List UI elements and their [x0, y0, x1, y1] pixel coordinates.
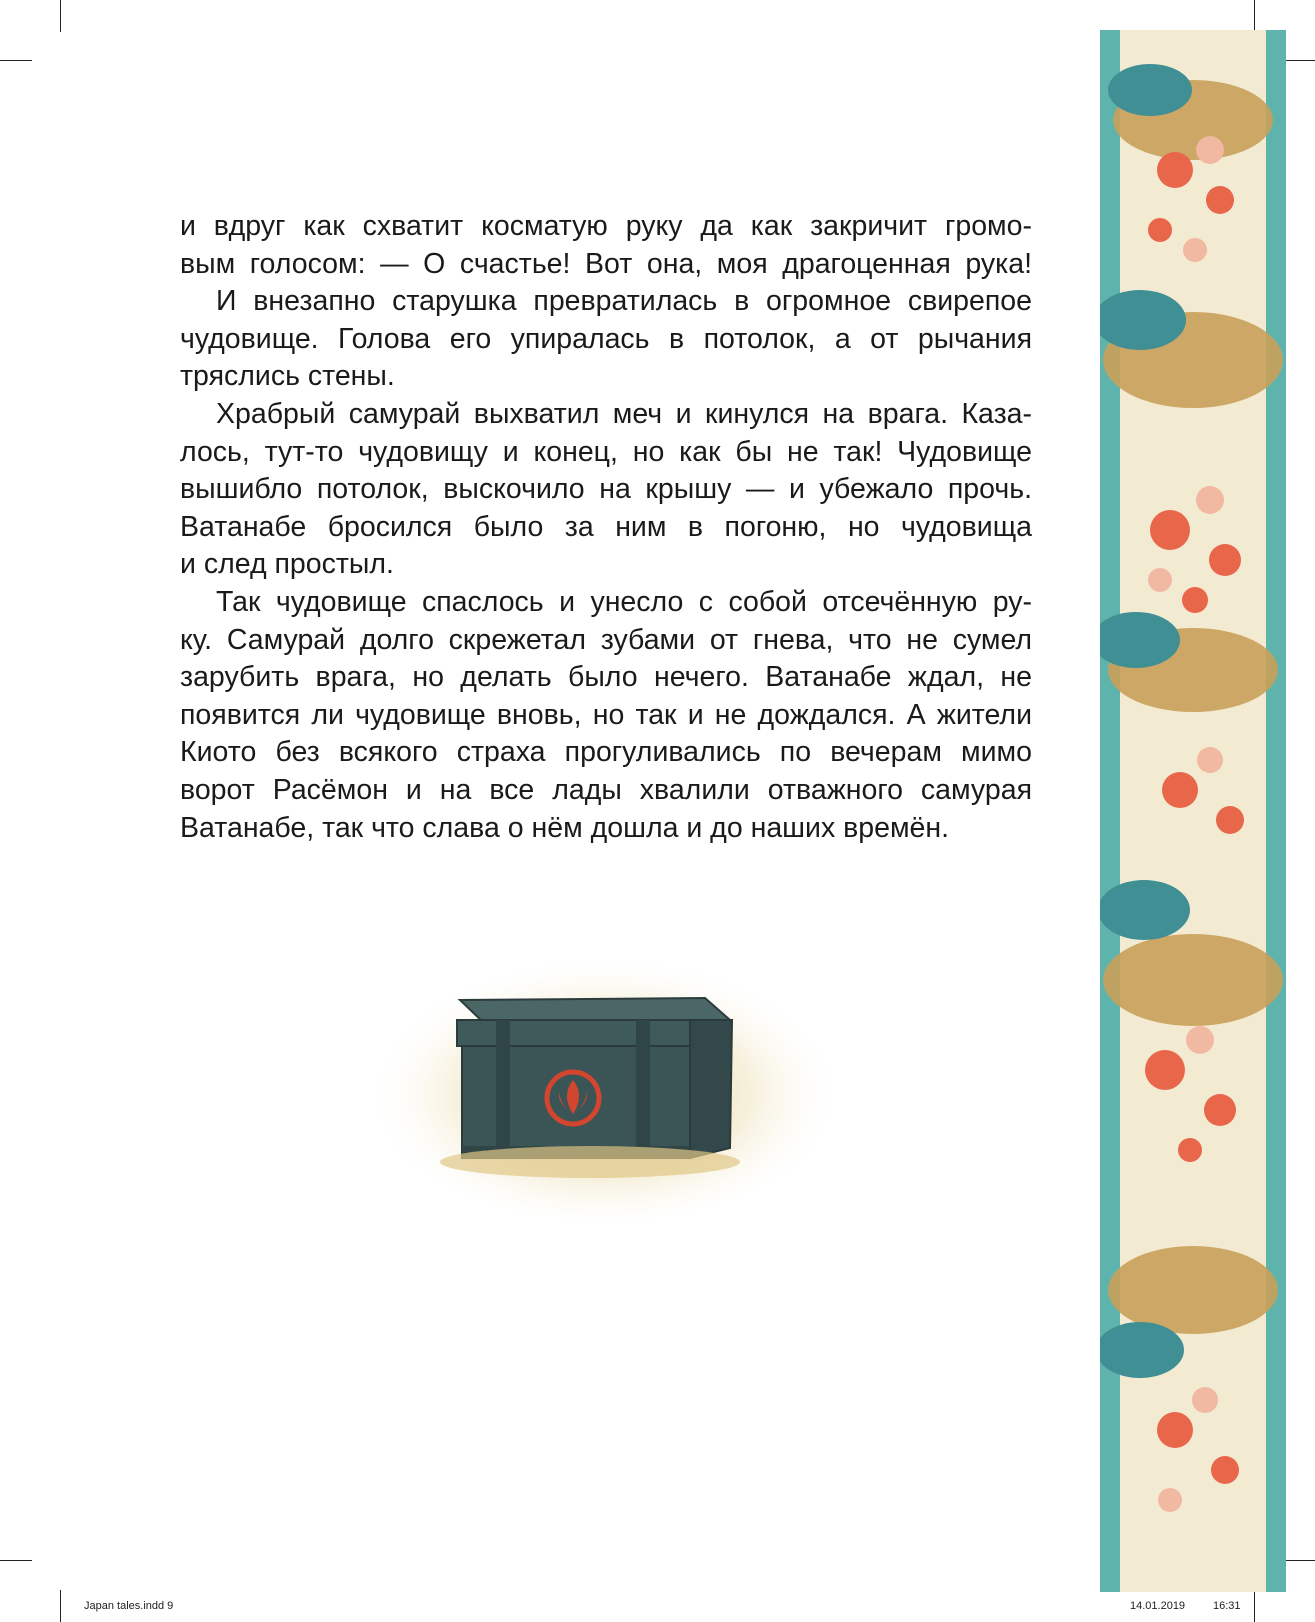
slug-date: 14.01.2019	[1130, 1600, 1186, 1612]
text-line: зарубить врага, но делать было нечего. Ватанабе ждал, не	[180, 661, 1032, 694]
text-line: и вдруг как схватит косматую руку да как закричит громо-	[180, 210, 1032, 242]
text-line: лось, тут-то чудовищу и конец, но как бы не так! Чудовище	[180, 435, 1032, 468]
paragraph	[180, 208, 1032, 283]
crop-mark	[1254, 0, 1255, 32]
slug-file: Japan tales.indd 9	[84, 1600, 174, 1612]
crop-mark	[1283, 1560, 1315, 1561]
text-line: Храбрый самурай выхватил меч и кинулся на врага. Каза-	[216, 397, 1032, 430]
crop-mark	[60, 1590, 61, 1622]
text-line: вышибло потолок, выскочило на крышу — и убежало прочь.	[180, 473, 1032, 506]
crop-mark	[0, 60, 32, 61]
text-line: ворот Расёмон и на все лады хвалили отважного самурая	[180, 773, 1032, 806]
decorative-border	[1100, 30, 1286, 1592]
text-line: Так чудовище спаслось и унесло с собой отсечённую ру-	[216, 585, 1032, 618]
text-line: чудовище. Голова его упиралась в потолок, а от рычания	[180, 322, 1032, 355]
crop-mark	[0, 1560, 32, 1561]
story-text	[180, 208, 1032, 847]
text-line: И внезапно старушка превратилась в огромное свирепое	[216, 285, 1032, 318]
crop-mark	[1283, 60, 1315, 61]
crop-mark	[60, 0, 61, 32]
slug-time: 16:31	[1213, 1600, 1241, 1612]
paragraph	[180, 584, 1032, 847]
text-line: и след простыл.	[180, 548, 394, 581]
text-line: появится ли чудовище вновь, но так и не дождался. А жители	[180, 698, 1032, 731]
text-line: вым голосом: — О счастье! Вот она, моя драгоценная рука!	[180, 247, 1032, 280]
crop-mark	[1254, 1590, 1255, 1622]
text-line: Киото без всякого страха прогуливались по вечерам мимо	[180, 736, 1032, 769]
text-line: ку. Самурай долго скрежетал зубами от гнева, что не сумел	[180, 623, 1032, 656]
paragraph	[180, 283, 1032, 396]
text-line: Ватанабе, так что слава о нём дошла и до наших времён.	[180, 811, 950, 844]
text-line: тряслись стены.	[180, 360, 395, 393]
chest-illustration	[360, 920, 850, 1220]
text-line: Ватанабе бросился было за ним в погоню, но чудовища	[180, 510, 1032, 543]
paragraph	[180, 396, 1032, 584]
